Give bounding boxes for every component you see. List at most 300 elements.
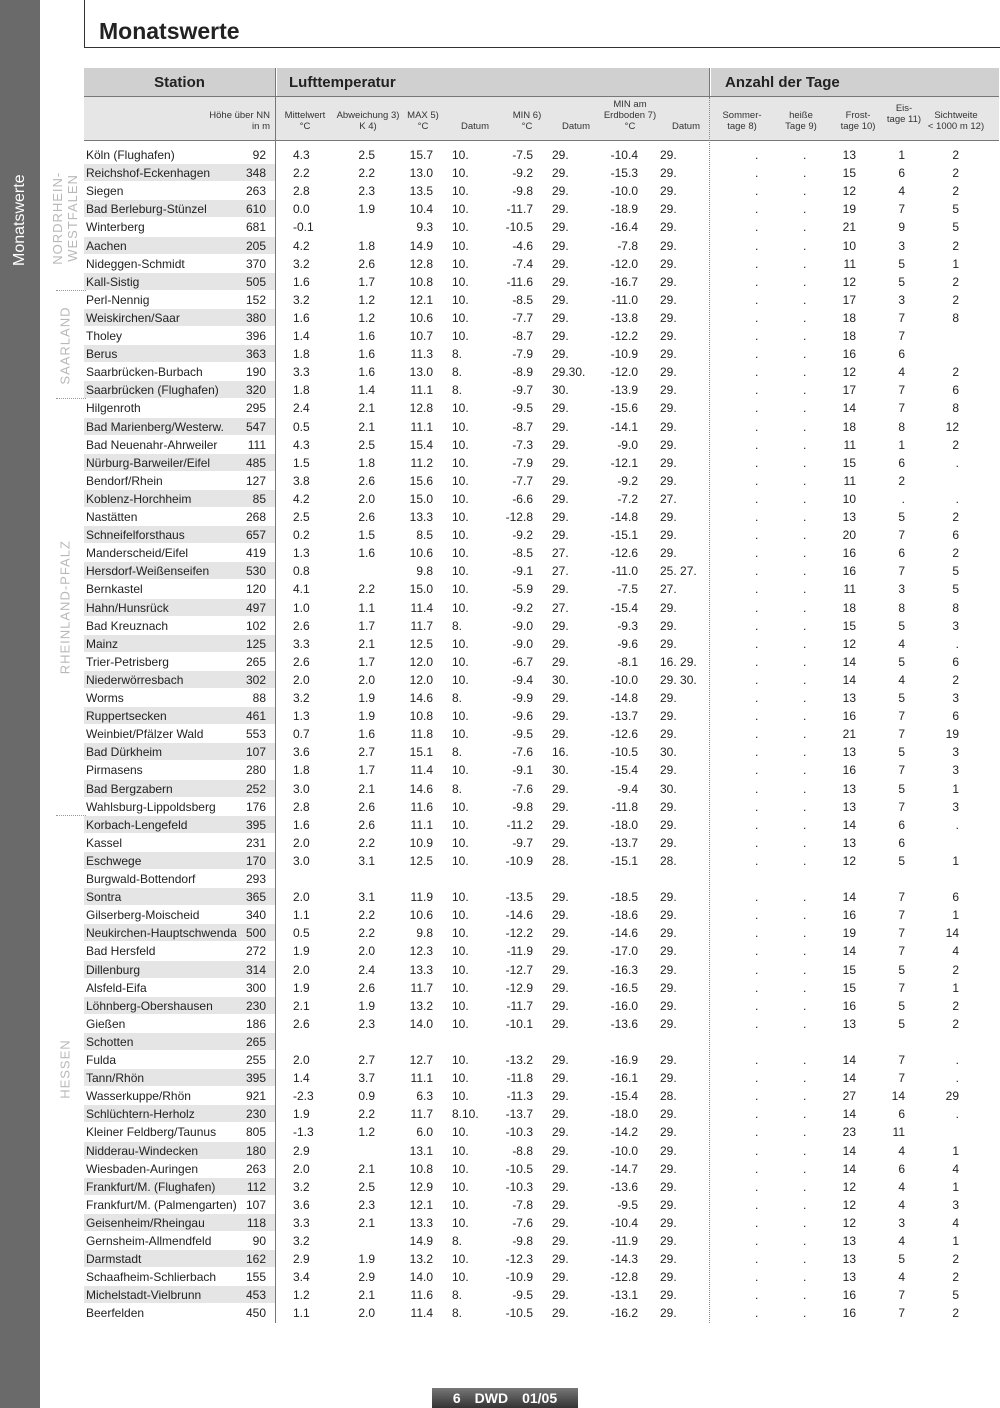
cell-name: Siegen <box>86 184 124 199</box>
table-row <box>0 1268 1000 1286</box>
cell-name: Schneifelforsthaus <box>86 528 185 543</box>
cell-boden: -15.3 <box>610 166 638 181</box>
cell-abw: 2.5 <box>358 148 375 162</box>
cell-hoehe: 805 <box>245 1125 266 1140</box>
cell-max-d: 10. <box>452 835 469 850</box>
cell-hoehe: 125 <box>245 636 266 651</box>
cell-sicht: 2 <box>952 998 959 1013</box>
cell-hoehe: 370 <box>245 256 266 271</box>
cell-hoehe: 112 <box>246 1179 266 1194</box>
cell-max: 12.5 <box>409 636 433 651</box>
cell-mittel: 4.1 <box>293 582 310 597</box>
cell-frost: 10 <box>842 238 856 253</box>
cell-boden-d: 29. <box>660 383 677 398</box>
cell-min-d: 29. <box>552 491 569 506</box>
cell-heisse: . <box>803 962 807 977</box>
cell-min: -10.5 <box>505 220 533 235</box>
cell-name: Bad Neuenahr-Ahrweiler <box>86 437 218 452</box>
cell-hoehe: 380 <box>245 310 266 325</box>
cell-boden-d: 29. <box>660 691 677 705</box>
cell-boden: -7.8 <box>617 238 638 253</box>
cell-min-d: 30. <box>552 763 569 778</box>
cell-hoehe: 657 <box>245 528 266 543</box>
cell-min: -12.8 <box>505 510 533 524</box>
cell-sicht: 1 <box>952 1143 959 1158</box>
cell-heisse: . <box>803 1071 807 1086</box>
cell-heisse: . <box>803 546 807 561</box>
cell-frost: 11 <box>843 473 856 488</box>
cell-heisse: . <box>803 473 807 488</box>
table-row <box>0 418 1000 436</box>
cell-hoehe: 265 <box>245 654 266 669</box>
cell-boden-d: 29. <box>660 184 677 199</box>
cell-abw: 1.8 <box>358 455 375 470</box>
cell-max-d: 8. <box>452 745 463 760</box>
cell-eis: 5 <box>898 745 905 760</box>
cell-min-d: 29. <box>552 1125 569 1140</box>
cell-sommer: . <box>755 763 759 778</box>
cell-max: 13.3 <box>409 1215 433 1230</box>
cell-frost: 14 <box>842 672 856 687</box>
cell-eis: 3 <box>898 238 905 253</box>
cell-frost: 13 <box>842 745 856 760</box>
cell-eis: 14 <box>891 1089 905 1104</box>
cell-min-d: 29. <box>552 799 569 814</box>
cell-min: -11.3 <box>506 1089 533 1104</box>
cell-min: -6.7 <box>512 654 533 669</box>
cell-boden-d: 29. <box>660 238 677 253</box>
cell-mittel: 2.4 <box>293 401 310 416</box>
cell-mittel: 3.2 <box>293 292 310 307</box>
cell-max-d: 10. <box>452 1179 469 1194</box>
cell-min-d: 29. <box>552 528 569 543</box>
cell-boden: -17.0 <box>610 944 638 959</box>
cell-heisse: . <box>803 1125 807 1140</box>
cell-sommer: . <box>755 546 759 561</box>
cell-boden-d: 29. <box>660 401 677 416</box>
cell-frost: 12 <box>842 365 856 380</box>
cell-name: Saarbrücken-Burbach <box>86 365 203 380</box>
cell-sicht: 5 <box>952 564 959 579</box>
cell-sicht: 2 <box>952 292 959 307</box>
cell-max: 9.3 <box>416 220 433 235</box>
cell-boden-d: 29. <box>660 1161 677 1176</box>
sub-abw <box>334 110 402 132</box>
cell-name: Gernsheim-Allmendfeld <box>86 1234 212 1248</box>
cell-abw: 2.1 <box>358 636 375 651</box>
cell-name: Wahlsburg-Lippoldsberg <box>86 799 216 814</box>
cell-eis: . <box>901 491 905 506</box>
cell-mittel: 3.3 <box>293 1215 310 1230</box>
cell-max-d: 10. <box>452 853 469 868</box>
cell-min: -6.6 <box>512 491 533 506</box>
cell-max-d: 10. <box>452 1161 469 1176</box>
cell-eis: 7 <box>898 401 905 416</box>
cell-boden-d: 29. <box>660 256 677 271</box>
cell-hoehe: 396 <box>245 329 266 343</box>
cell-mittel: 2.6 <box>293 1016 310 1031</box>
cell-min: -7.7 <box>512 473 533 488</box>
cell-frost: 12 <box>842 636 856 651</box>
cell-sicht: 3 <box>952 691 959 705</box>
cell-max: 11.2 <box>410 455 433 470</box>
cell-abw: 2.1 <box>358 1215 375 1230</box>
cell-sicht: 4 <box>952 1161 959 1176</box>
cell-name: Kall-Sistig <box>86 274 140 289</box>
sub-eis-2: tage 11) <box>886 114 922 125</box>
table-row <box>0 1232 1000 1250</box>
table-row <box>0 526 1000 544</box>
cell-boden-d: 29. <box>660 962 677 977</box>
cell-frost: 15 <box>842 980 856 995</box>
cell-max-d: 10. <box>452 256 469 271</box>
table-row <box>0 399 1000 417</box>
cell-abw: 1.6 <box>358 365 375 380</box>
cell-eis: 5 <box>898 618 905 633</box>
sub-sommer-1: Sommer- <box>722 110 762 121</box>
cell-sommer: . <box>755 781 759 796</box>
cell-hoehe: 231 <box>245 835 266 850</box>
cell-max: 14.6 <box>409 781 433 796</box>
cell-min-d: 29. <box>552 1234 569 1248</box>
cell-frost: 13 <box>842 691 856 705</box>
cell-boden-d: 29. <box>660 817 677 832</box>
cell-abw: 1.6 <box>358 329 375 343</box>
cell-sicht: 2 <box>952 962 959 977</box>
cell-heisse: . <box>803 600 807 615</box>
table-row <box>0 436 1000 454</box>
cell-boden-d: 29. 30. <box>660 672 697 687</box>
cell-max: 13.1 <box>409 1143 433 1158</box>
cell-name: Schlüchtern-Herholz <box>86 1107 195 1122</box>
table-row <box>0 1250 1000 1268</box>
cell-sicht: 5 <box>952 220 959 235</box>
cell-frost: 13 <box>842 148 856 162</box>
cell-frost: 12 <box>842 853 856 868</box>
cell-max-d: 8. <box>452 781 463 796</box>
cell-hoehe: 505 <box>245 274 266 289</box>
cell-boden-d: 29. <box>660 166 677 181</box>
cell-sicht: 6 <box>952 383 959 398</box>
cell-name: Perl-Nennig <box>86 292 150 307</box>
table-row <box>0 1196 1000 1214</box>
cell-name: Bad Bergzabern <box>86 781 173 796</box>
cell-max: 11.1 <box>410 817 433 832</box>
cell-sommer: . <box>755 274 759 289</box>
cell-boden-d: 29. <box>660 980 677 995</box>
cell-mittel: 1.9 <box>293 980 310 995</box>
cell-mittel: 1.1 <box>293 908 310 923</box>
cell-boden-d: 29. <box>660 419 677 434</box>
cell-sommer: . <box>755 1016 759 1031</box>
cell-sicht: 8 <box>952 600 959 615</box>
cell-sommer: . <box>755 202 759 217</box>
cell-eis: 7 <box>898 890 905 905</box>
cell-sicht: 2 <box>952 365 959 380</box>
cell-min-d: 28. <box>552 853 569 868</box>
table-row <box>0 997 1000 1015</box>
cell-heisse: . <box>803 347 807 362</box>
cell-sicht: . <box>955 1107 959 1122</box>
cell-sicht: 8 <box>952 401 959 416</box>
cell-boden: -9.3 <box>617 618 638 633</box>
cell-heisse: . <box>803 890 807 905</box>
cell-min: -11.6 <box>506 274 533 289</box>
cell-mittel: 0.5 <box>293 926 310 941</box>
cell-min-d: 29. <box>552 727 569 742</box>
cell-min-d: 29. <box>552 1143 569 1158</box>
cell-mittel: 2.8 <box>293 799 310 814</box>
cell-hoehe: 88 <box>252 691 266 705</box>
cell-min: -7.6 <box>512 745 533 760</box>
cell-boden-d: 29. <box>660 763 677 778</box>
cell-max: 10.9 <box>409 835 433 850</box>
cell-boden: -15.6 <box>610 401 638 416</box>
cell-abw: 2.6 <box>358 980 375 995</box>
table-row <box>0 291 1000 309</box>
cell-max-d: 10. <box>452 926 469 941</box>
cell-hoehe: 485 <box>245 455 266 470</box>
table-row <box>0 798 1000 816</box>
cell-boden-d: 29. <box>660 1071 677 1086</box>
table-row <box>0 454 1000 472</box>
cell-mittel: 3.2 <box>293 1179 310 1194</box>
cell-mittel: 3.0 <box>293 781 310 796</box>
cell-boden: -12.1 <box>610 455 638 470</box>
cell-boden-d: 29. <box>660 709 677 724</box>
cell-sicht: 2 <box>952 274 959 289</box>
cell-heisse: . <box>803 238 807 253</box>
cell-boden: -14.2 <box>610 1125 638 1140</box>
cell-frost: 15 <box>842 962 856 977</box>
cell-min-d: 29. <box>552 292 569 307</box>
cell-name: Darmstadt <box>86 1252 142 1267</box>
cell-eis: 6 <box>898 817 905 832</box>
sub-heisse-1: heiße <box>789 110 813 121</box>
cell-sommer: . <box>755 1252 759 1267</box>
cell-max-d: 8. <box>452 365 463 380</box>
cell-max: 13.0 <box>409 166 433 181</box>
cell-max: 12.0 <box>409 672 433 687</box>
cell-boden-d: 29. <box>660 926 677 941</box>
cell-boden-d: 27. <box>660 491 677 506</box>
cell-max-d: 10. <box>452 546 469 561</box>
cell-mittel: 3.4 <box>293 1270 310 1285</box>
cell-min: -7.9 <box>512 455 533 470</box>
cell-boden: -10.4 <box>610 1215 638 1230</box>
cell-sicht: 3 <box>952 799 959 814</box>
cell-abw: 2.1 <box>358 419 375 434</box>
cell-name: Kassel <box>86 835 123 850</box>
cell-name: Alsfeld-Eifa <box>86 980 147 995</box>
cell-max-d: 10. <box>452 727 469 742</box>
cell-sommer: . <box>755 745 759 760</box>
cell-min-d: 29. <box>552 691 569 705</box>
cell-min-d: 29. <box>552 1215 569 1230</box>
cell-boden-d: 29. <box>660 546 677 561</box>
cell-max-d: 10. <box>452 636 469 651</box>
cell-hoehe: 280 <box>245 763 266 778</box>
cell-min: -7.4 <box>512 256 533 271</box>
cell-heisse: . <box>803 980 807 995</box>
cell-abw: 2.0 <box>358 491 375 506</box>
cell-heisse: . <box>803 835 807 850</box>
cell-abw: 2.2 <box>358 908 375 923</box>
sub-mittel-1: Mittelwert <box>284 110 326 121</box>
table-row <box>0 1304 1000 1322</box>
cell-heisse: . <box>803 220 807 235</box>
cell-boden-d: 29. <box>660 1288 677 1303</box>
cell-min: -14.6 <box>505 908 533 923</box>
cell-boden: -9.6 <box>617 636 638 651</box>
cell-boden: -7.5 <box>617 582 638 597</box>
cell-frost: 16 <box>842 1288 856 1303</box>
cell-max-d: 8. <box>452 1288 463 1303</box>
cell-min: -12.9 <box>505 980 533 995</box>
cell-eis: 3 <box>898 1215 905 1230</box>
cell-max: 15.7 <box>409 148 433 162</box>
cell-sommer: . <box>755 998 759 1013</box>
table-row <box>0 345 1000 363</box>
cell-eis: 5 <box>898 510 905 524</box>
cell-frost: 13 <box>842 1252 856 1267</box>
cell-hoehe: 547 <box>245 419 266 434</box>
cell-boden-d: 29. <box>660 1234 677 1248</box>
cell-eis: 5 <box>898 853 905 868</box>
cell-eis: 6 <box>898 835 905 850</box>
cell-sicht: 6 <box>952 709 959 724</box>
cell-abw: 2.0 <box>358 1306 375 1321</box>
cell-boden: -15.4 <box>610 763 638 778</box>
cell-boden: -15.1 <box>610 528 638 543</box>
cell-name: Köln (Flughafen) <box>86 148 175 162</box>
table-row <box>0 255 1000 273</box>
table-row <box>0 544 1000 562</box>
cell-min-d: 29. <box>552 781 569 796</box>
cell-min: -5.9 <box>512 582 533 597</box>
cell-min-d: 29. <box>552 835 569 850</box>
cell-abw: 2.2 <box>358 835 375 850</box>
sub-frost-2: tage 10) <box>840 121 876 132</box>
cell-min-d: 29. <box>552 1252 569 1267</box>
cell-max-d: 8. <box>452 347 463 362</box>
cell-min-d: 29. <box>552 890 569 905</box>
cell-mittel: 2.5 <box>293 510 310 524</box>
cell-heisse: . <box>803 274 807 289</box>
cell-name: Weiskirchen/Saar <box>86 310 180 325</box>
cell-sicht: 3 <box>952 745 959 760</box>
cell-max: 12.0 <box>409 654 433 669</box>
cell-max-d: 8. <box>452 691 463 705</box>
cell-boden-d: 27. <box>660 582 677 597</box>
cell-eis: 5 <box>898 274 905 289</box>
cell-name: Saarbrücken (Flughafen) <box>86 383 219 398</box>
sub-mittel <box>280 110 330 132</box>
cell-boden-d: 29. <box>660 473 677 488</box>
cell-name: Frankfurt/M. (Palmengarten) <box>86 1197 237 1212</box>
cell-min-d: 27. <box>552 546 569 561</box>
cell-frost: 12 <box>842 1179 856 1194</box>
cell-max: 14.0 <box>409 1270 433 1285</box>
cell-min: -9.8 <box>512 184 533 199</box>
cell-eis: 2 <box>898 473 905 488</box>
cell-name: Tann/Rhön <box>86 1071 145 1086</box>
cell-min: -9.7 <box>512 383 533 398</box>
cell-eis: 7 <box>898 727 905 742</box>
cell-eis: 4 <box>898 636 905 651</box>
cell-mittel: 1.3 <box>293 546 310 561</box>
table-row <box>0 725 1000 743</box>
cell-min: -9.0 <box>512 618 533 633</box>
cell-heisse: . <box>803 763 807 778</box>
cell-max-d: 10. <box>452 437 469 452</box>
cell-min: -10.5 <box>505 1161 533 1176</box>
cell-eis: 7 <box>898 908 905 923</box>
cell-eis: 7 <box>898 944 905 959</box>
cell-hoehe: 102 <box>245 618 266 633</box>
cell-abw: 2.5 <box>358 1179 375 1194</box>
cell-min-d: 29. <box>552 1089 569 1104</box>
cell-min: -9.0 <box>512 636 533 651</box>
cell-max-d: 10. <box>452 962 469 977</box>
cell-max: 10.6 <box>409 546 433 561</box>
table-row <box>0 363 1000 381</box>
cell-boden-d: 29. <box>660 1107 677 1122</box>
cell-sicht: 2 <box>952 510 959 524</box>
cell-max-d: 10. <box>452 1143 469 1158</box>
cell-min: -13.7 <box>505 1107 533 1122</box>
cell-sommer: . <box>755 944 759 959</box>
cell-heisse: . <box>803 1089 807 1104</box>
cell-boden-d: 29. <box>660 347 677 362</box>
cell-min: -10.5 <box>505 1306 533 1321</box>
cell-hoehe: 320 <box>245 383 266 398</box>
cell-max-d: 10. <box>452 528 469 543</box>
cell-boden-d: 29. <box>660 944 677 959</box>
cell-boden: -16.5 <box>610 980 638 995</box>
cell-name: Löhnberg-Obershausen <box>86 998 213 1013</box>
cell-mittel: -1.3 <box>293 1125 314 1140</box>
cell-abw: 2.0 <box>358 672 375 687</box>
cell-sommer: . <box>755 1089 759 1104</box>
cell-mittel: 3.0 <box>293 853 310 868</box>
cell-sommer: . <box>755 437 759 452</box>
cell-abw: 1.9 <box>358 691 375 705</box>
cell-heisse: . <box>803 998 807 1013</box>
cell-min-d: 29. <box>552 1179 569 1194</box>
cell-hoehe: 268 <box>245 510 266 524</box>
cell-name: Frankfurt/M. (Flughafen) <box>86 1179 216 1194</box>
cell-boden: -13.6 <box>610 1179 638 1194</box>
cell-frost: 21 <box>842 220 856 235</box>
cell-abw: 2.0 <box>358 944 375 959</box>
cell-frost: 23 <box>842 1125 856 1140</box>
cell-min-d: 29. <box>552 636 569 651</box>
cell-heisse: . <box>803 166 807 181</box>
cell-eis: 3 <box>898 292 905 307</box>
cell-mittel: 1.8 <box>293 763 310 778</box>
cell-min-d: 29.30. <box>552 365 586 380</box>
cell-sicht: 1 <box>952 1179 959 1194</box>
cell-hoehe: 120 <box>245 582 266 597</box>
cell-min: -8.5 <box>512 292 533 307</box>
cell-sicht: . <box>955 636 959 651</box>
cell-hoehe: 180 <box>245 1143 266 1158</box>
cell-sicht: 1 <box>952 980 959 995</box>
cell-mittel: 1.9 <box>293 1107 310 1122</box>
cell-hoehe: 90 <box>252 1234 266 1248</box>
cell-heisse: . <box>803 455 807 470</box>
